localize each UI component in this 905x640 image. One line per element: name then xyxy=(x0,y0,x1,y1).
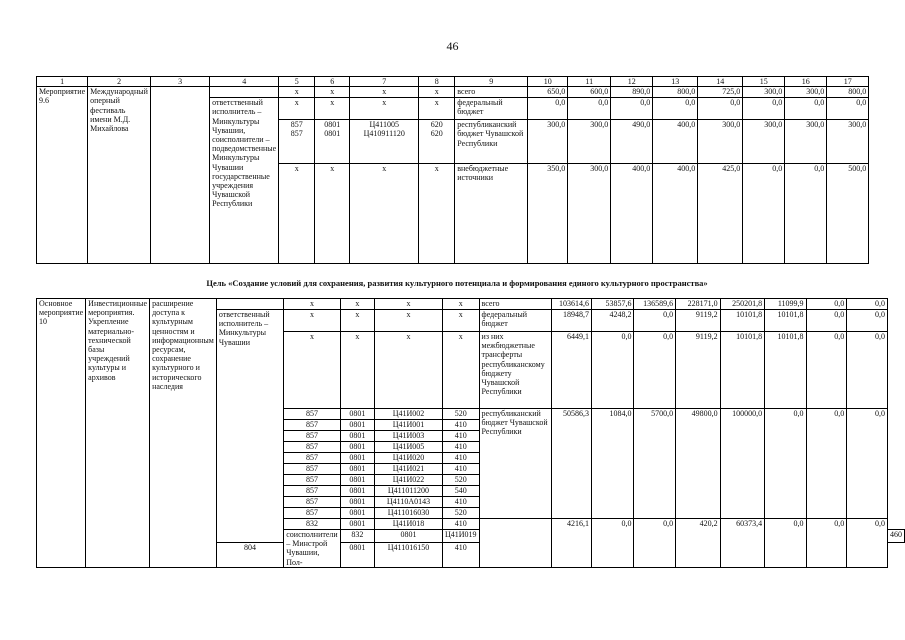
header-cell: 17 xyxy=(827,77,869,87)
code-cell: 410 xyxy=(442,519,479,530)
value-cell: 10101,8 xyxy=(720,332,765,409)
header-cell: 11 xyxy=(568,77,611,87)
code-cell: 0801 xyxy=(340,542,374,567)
header-cell: 3 xyxy=(151,77,210,87)
header-cell: 2 xyxy=(88,77,151,87)
code-cell: 857 xyxy=(284,497,340,508)
code-cell: x xyxy=(442,299,479,310)
value-cell: 0,0 xyxy=(611,98,653,120)
code-cell: 410 xyxy=(442,442,479,453)
value-cell: 800,0 xyxy=(827,87,869,98)
code-cell: Ц41И018 xyxy=(374,519,442,530)
value-cell: 0,0 xyxy=(847,409,888,519)
code-cell: 410 xyxy=(442,453,479,464)
value-cell: 0,0 xyxy=(785,164,827,264)
code-cell: x xyxy=(419,87,455,98)
value-cell: 0,0 xyxy=(847,519,888,568)
value-cell: 0,0 xyxy=(653,98,698,120)
value-cell: 890,0 xyxy=(611,87,653,98)
value-cell: 0,0 xyxy=(765,409,806,519)
value-cell: 9119,2 xyxy=(676,332,721,409)
code-cell: Ц411005 Ц410911120 xyxy=(350,120,419,164)
header-cell: 13 xyxy=(653,77,698,87)
code-cell: Ц41И002 xyxy=(374,409,442,420)
code-cell: x xyxy=(340,299,374,310)
main-executor-2: соисполнители – Минстрой Чувашии, Пол- xyxy=(284,530,340,568)
page-number: 46 xyxy=(446,39,459,53)
table-row xyxy=(37,87,869,98)
header-cell: 14 xyxy=(698,77,743,87)
code-cell: 0801 xyxy=(340,508,374,519)
source-cell: республиканский бюджет Чувашской Республики xyxy=(455,120,528,164)
code-cell: 520 xyxy=(442,409,479,420)
code-cell: 0801 xyxy=(374,530,442,543)
event-goal xyxy=(151,87,210,264)
code-cell: x xyxy=(350,164,419,264)
source-cell: из них межбюджетные трансферты республиканскому бюджету Чувашской Республики xyxy=(479,332,552,409)
value-cell: 300,0 xyxy=(528,120,568,164)
value-cell: 600,0 xyxy=(568,87,611,98)
event-name: Мероприятие 9.6 xyxy=(37,87,88,264)
value-cell: 425,0 xyxy=(698,164,743,264)
code-cell: 410 xyxy=(442,464,479,475)
value-cell: 1084,0 xyxy=(592,409,634,519)
value-cell: 400,0 xyxy=(611,164,653,264)
code-cell: 520 xyxy=(442,508,479,519)
code-cell: Ц41И022 xyxy=(374,475,442,486)
code-cell: x xyxy=(340,332,374,409)
value-cell: 18948,7 xyxy=(552,310,592,332)
code-cell: 0801 xyxy=(340,519,374,530)
value-cell: 300,0 xyxy=(568,164,611,264)
value-cell: 100000,0 xyxy=(720,409,765,519)
header-cell: 16 xyxy=(785,77,827,87)
value-cell: 0,0 xyxy=(765,519,806,568)
code-cell: 857 xyxy=(284,420,340,431)
code-cell: x xyxy=(442,310,479,332)
value-cell: 0,0 xyxy=(634,332,676,409)
value-cell: 300,0 xyxy=(568,120,611,164)
value-cell: 0,0 xyxy=(847,299,888,310)
value-cell: 300,0 xyxy=(698,120,743,164)
value-cell: 0,0 xyxy=(847,310,888,332)
code-cell: 857 xyxy=(284,508,340,519)
code-cell: 0801 0801 xyxy=(315,120,350,164)
code-cell: 0801 xyxy=(340,475,374,486)
value-cell: 300,0 xyxy=(785,120,827,164)
budget-table-event-9-6 xyxy=(36,76,869,264)
executor-empty xyxy=(210,87,279,98)
value-cell: 350,0 xyxy=(528,164,568,264)
value-cell: 420,2 xyxy=(676,519,721,568)
executor-empty xyxy=(216,299,283,310)
value-cell: 0,0 xyxy=(806,409,847,519)
code-cell: Ц41И001 xyxy=(374,420,442,431)
code-cell: Ц41И020 xyxy=(374,453,442,464)
code-cell: 857 xyxy=(284,431,340,442)
value-cell: 0,0 xyxy=(743,98,785,120)
code-cell: 832 xyxy=(284,519,340,530)
value-cell: 400,0 xyxy=(653,164,698,264)
code-cell: Ц411011200 xyxy=(374,486,442,497)
value-cell: 5700,0 xyxy=(634,409,676,519)
value-cell: 0,0 xyxy=(806,310,847,332)
value-cell: 0,0 xyxy=(743,164,785,264)
value-cell: 0,0 xyxy=(592,519,634,568)
code-cell: x xyxy=(374,332,442,409)
code-cell: Ц411016030 xyxy=(374,508,442,519)
code-cell: x xyxy=(350,98,419,120)
value-cell: 103614,6 xyxy=(552,299,592,310)
code-cell: Ц4110А0143 xyxy=(374,497,442,508)
value-cell: 0,0 xyxy=(806,332,847,409)
code-cell: x xyxy=(374,299,442,310)
header-cell: 5 xyxy=(279,77,315,87)
code-cell: Ц41И003 xyxy=(374,431,442,442)
source-cell: всего xyxy=(455,87,528,98)
code-cell: x xyxy=(279,87,315,98)
value-cell: 0,0 xyxy=(634,310,676,332)
code-cell: 857 xyxy=(284,475,340,486)
code-cell: 857 xyxy=(284,486,340,497)
event-title: Международный оперный фестиваль имени М.Д. Михайлова xyxy=(88,87,151,264)
value-cell: 490,0 xyxy=(611,120,653,164)
value-cell: 0,0 xyxy=(806,519,847,568)
code-cell: 857 857 xyxy=(279,120,315,164)
value-cell: 650,0 xyxy=(528,87,568,98)
code-cell: x xyxy=(279,164,315,264)
source-cell: федеральный бюджет xyxy=(479,310,552,332)
code-cell: x xyxy=(284,332,340,409)
value-cell: 0,0 xyxy=(592,332,634,409)
code-cell: 460 xyxy=(888,530,905,543)
header-cell: 8 xyxy=(419,77,455,87)
budget-table-main-10 xyxy=(36,298,905,568)
main-goal: расширение доступа к культурным ценностям и информационным ресурсам, сохранение культурного и исторического наследия xyxy=(150,299,217,568)
code-cell: 540 xyxy=(442,486,479,497)
code-cell: x xyxy=(284,310,340,332)
code-cell: 0801 xyxy=(340,486,374,497)
value-cell: 300,0 xyxy=(827,120,869,164)
value-cell: 0,0 xyxy=(528,98,568,120)
value-cell: 0,0 xyxy=(806,299,847,310)
header-cell: 10 xyxy=(528,77,568,87)
value-cell: 800,0 xyxy=(653,87,698,98)
code-cell: Ц411016150 xyxy=(374,542,442,567)
code-cell: 410 xyxy=(442,497,479,508)
source-cell xyxy=(479,519,552,568)
code-cell: x xyxy=(442,332,479,409)
goal-heading: Цель «Создание условий для сохранения, развития культурного потенциала и формирования единого культурного пространства» xyxy=(206,278,708,288)
header-row xyxy=(37,77,869,87)
value-cell: 500,0 xyxy=(827,164,869,264)
code-cell: 0801 xyxy=(340,497,374,508)
code-cell: x xyxy=(374,310,442,332)
source-cell: федеральный бюджет xyxy=(455,98,528,120)
value-cell: 300,0 xyxy=(743,120,785,164)
code-cell: x xyxy=(419,98,455,120)
value-cell: 10101,8 xyxy=(765,310,806,332)
value-cell: 9119,2 xyxy=(676,310,721,332)
value-cell: 49800,0 xyxy=(676,409,721,519)
code-cell: 857 xyxy=(284,409,340,420)
code-cell: 0801 xyxy=(340,453,374,464)
code-cell: x xyxy=(279,98,315,120)
value-cell: 300,0 xyxy=(743,87,785,98)
code-cell: 857 xyxy=(284,464,340,475)
value-cell: 0,0 xyxy=(847,332,888,409)
value-cell: 4216,1 xyxy=(552,519,592,568)
value-cell: 10101,8 xyxy=(720,310,765,332)
value-cell: 300,0 xyxy=(785,87,827,98)
code-cell: x xyxy=(315,87,350,98)
source-cell: всего xyxy=(479,299,552,310)
value-cell: 0,0 xyxy=(827,98,869,120)
code-cell: x xyxy=(419,164,455,264)
value-cell: 0,0 xyxy=(698,98,743,120)
code-cell: 857 xyxy=(284,442,340,453)
value-cell: 228171,0 xyxy=(676,299,721,310)
main-name: Основное мероприятие 10 xyxy=(37,299,86,568)
header-cell: 1 xyxy=(37,77,88,87)
code-cell: 0801 xyxy=(340,442,374,453)
code-cell: 0801 xyxy=(340,420,374,431)
source-cell: внебюджетные источники xyxy=(455,164,528,264)
value-cell: 10101,8 xyxy=(765,332,806,409)
header-cell: 12 xyxy=(611,77,653,87)
code-cell: 0801 xyxy=(340,409,374,420)
main-title: Инвестиционные мероприятия. Укрепление материально-технической базы учреждений культуры и архивов xyxy=(86,299,150,568)
value-cell: 250201,8 xyxy=(720,299,765,310)
code-cell: x xyxy=(315,98,350,120)
value-cell: 11099,9 xyxy=(765,299,806,310)
header-cell: 7 xyxy=(350,77,419,87)
value-cell: 4248,2 xyxy=(592,310,634,332)
code-cell: Ц41И019 xyxy=(442,530,479,543)
main-executor-1: ответственный исполнитель – Минкультуры Чувашии xyxy=(216,310,283,543)
value-cell: 136589,6 xyxy=(634,299,676,310)
code-cell: 0801 xyxy=(340,464,374,475)
code-cell: x xyxy=(315,164,350,264)
value-cell: 0,0 xyxy=(568,98,611,120)
value-cell: 0,0 xyxy=(634,519,676,568)
header-cell: 4 xyxy=(210,77,279,87)
code-cell: 410 xyxy=(442,420,479,431)
header-cell: 6 xyxy=(315,77,350,87)
code-cell: 0801 xyxy=(340,431,374,442)
code-cell: 410 xyxy=(442,431,479,442)
code-cell: 804 xyxy=(216,542,283,567)
code-cell: 520 xyxy=(442,475,479,486)
value-cell: 53857,6 xyxy=(592,299,634,310)
code-cell: x xyxy=(350,87,419,98)
header-cell: 9 xyxy=(455,77,528,87)
header-cell: 15 xyxy=(743,77,785,87)
code-cell: Ц41И021 xyxy=(374,464,442,475)
code-cell: 620 620 xyxy=(419,120,455,164)
value-cell: 400,0 xyxy=(653,120,698,164)
code-cell: 857 xyxy=(284,453,340,464)
table-row xyxy=(37,299,905,310)
value-cell: 50586,3 xyxy=(552,409,592,519)
value-cell: 6449,1 xyxy=(552,332,592,409)
source-cell: республиканский бюджет Чувашской Республики xyxy=(479,409,552,519)
value-cell: 725,0 xyxy=(698,87,743,98)
value-cell: 60373,4 xyxy=(720,519,765,568)
code-cell: x xyxy=(284,299,340,310)
code-cell: 832 xyxy=(340,530,374,543)
value-cell: 0,0 xyxy=(785,98,827,120)
code-cell: Ц41И005 xyxy=(374,442,442,453)
code-cell: 410 xyxy=(442,542,479,567)
code-cell: x xyxy=(340,310,374,332)
event-executor: ответственный исполнитель – Минкультуры Чувашии, соисполнители – подведомственные Минкультуры Чувашии государственные учреждения Чувашской Республики xyxy=(210,98,279,264)
